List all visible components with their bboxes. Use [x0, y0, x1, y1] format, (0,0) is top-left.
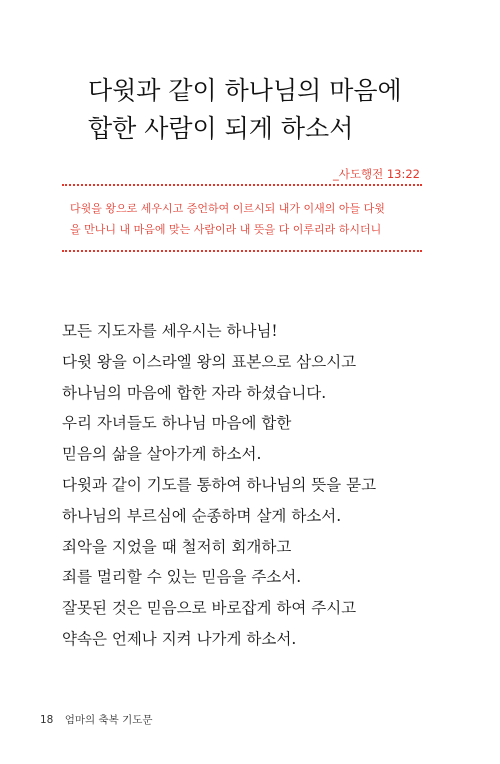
prayer-line: 우리 자녀들도 하나님 마음에 합한	[62, 414, 292, 433]
prayer-line: 잘못된 것은 믿음으로 바로잡게 하여 주시고	[62, 599, 357, 618]
prayer-line: 죄를 멀리할 수 있는 믿음을 주소서.	[62, 568, 302, 587]
page-title	[88, 72, 448, 148]
verse-line: 다윗을 왕으로 세우시고 증언하여 이르시되 내가 이새의 아들 다윗	[70, 202, 385, 215]
prayer-body	[62, 316, 442, 655]
prayer-line: 다윗과 같이 기도를 통하여 하나님의 뜻을 묻고	[62, 475, 377, 494]
prayer-line: 믿음의 삶을 살아가게 하소서.	[62, 445, 262, 464]
page-footer	[40, 712, 153, 727]
prayer-line: 모든 지도자를 세우시는 하나님!	[62, 322, 278, 340]
title-line-2: 합한 사람이 되게 하소서	[88, 114, 354, 143]
scripture-verse	[70, 198, 430, 240]
dotted-divider-bottom	[62, 250, 422, 252]
prayer-line: 하나님의 부르심에 순종하며 살게 하소서.	[62, 506, 342, 525]
prayer-line: 하나님의 마음에 합한 자라 하셨습니다.	[62, 383, 327, 402]
prayer-line: 죄악을 지었을 때 철저히 회개하고	[62, 537, 292, 556]
title-line-1: 다윗과 같이 하나님의 마음에	[88, 76, 402, 105]
scripture-reference: _사도행전 13:22	[333, 167, 420, 181]
book-title: 엄마의 축복 기도문	[64, 714, 153, 726]
page-number: 18	[40, 714, 54, 726]
dotted-divider-top	[62, 184, 422, 186]
prayer-line: 약속은 언제나 지켜 나가게 하소서.	[62, 629, 297, 648]
prayer-line: 다윗 왕을 이스라엘 왕의 표본으로 삼으시고	[62, 352, 357, 371]
verse-line: 을 만나니 내 마음에 맞는 사람이라 내 뜻을 다 이루리라 하시더니	[70, 223, 382, 236]
